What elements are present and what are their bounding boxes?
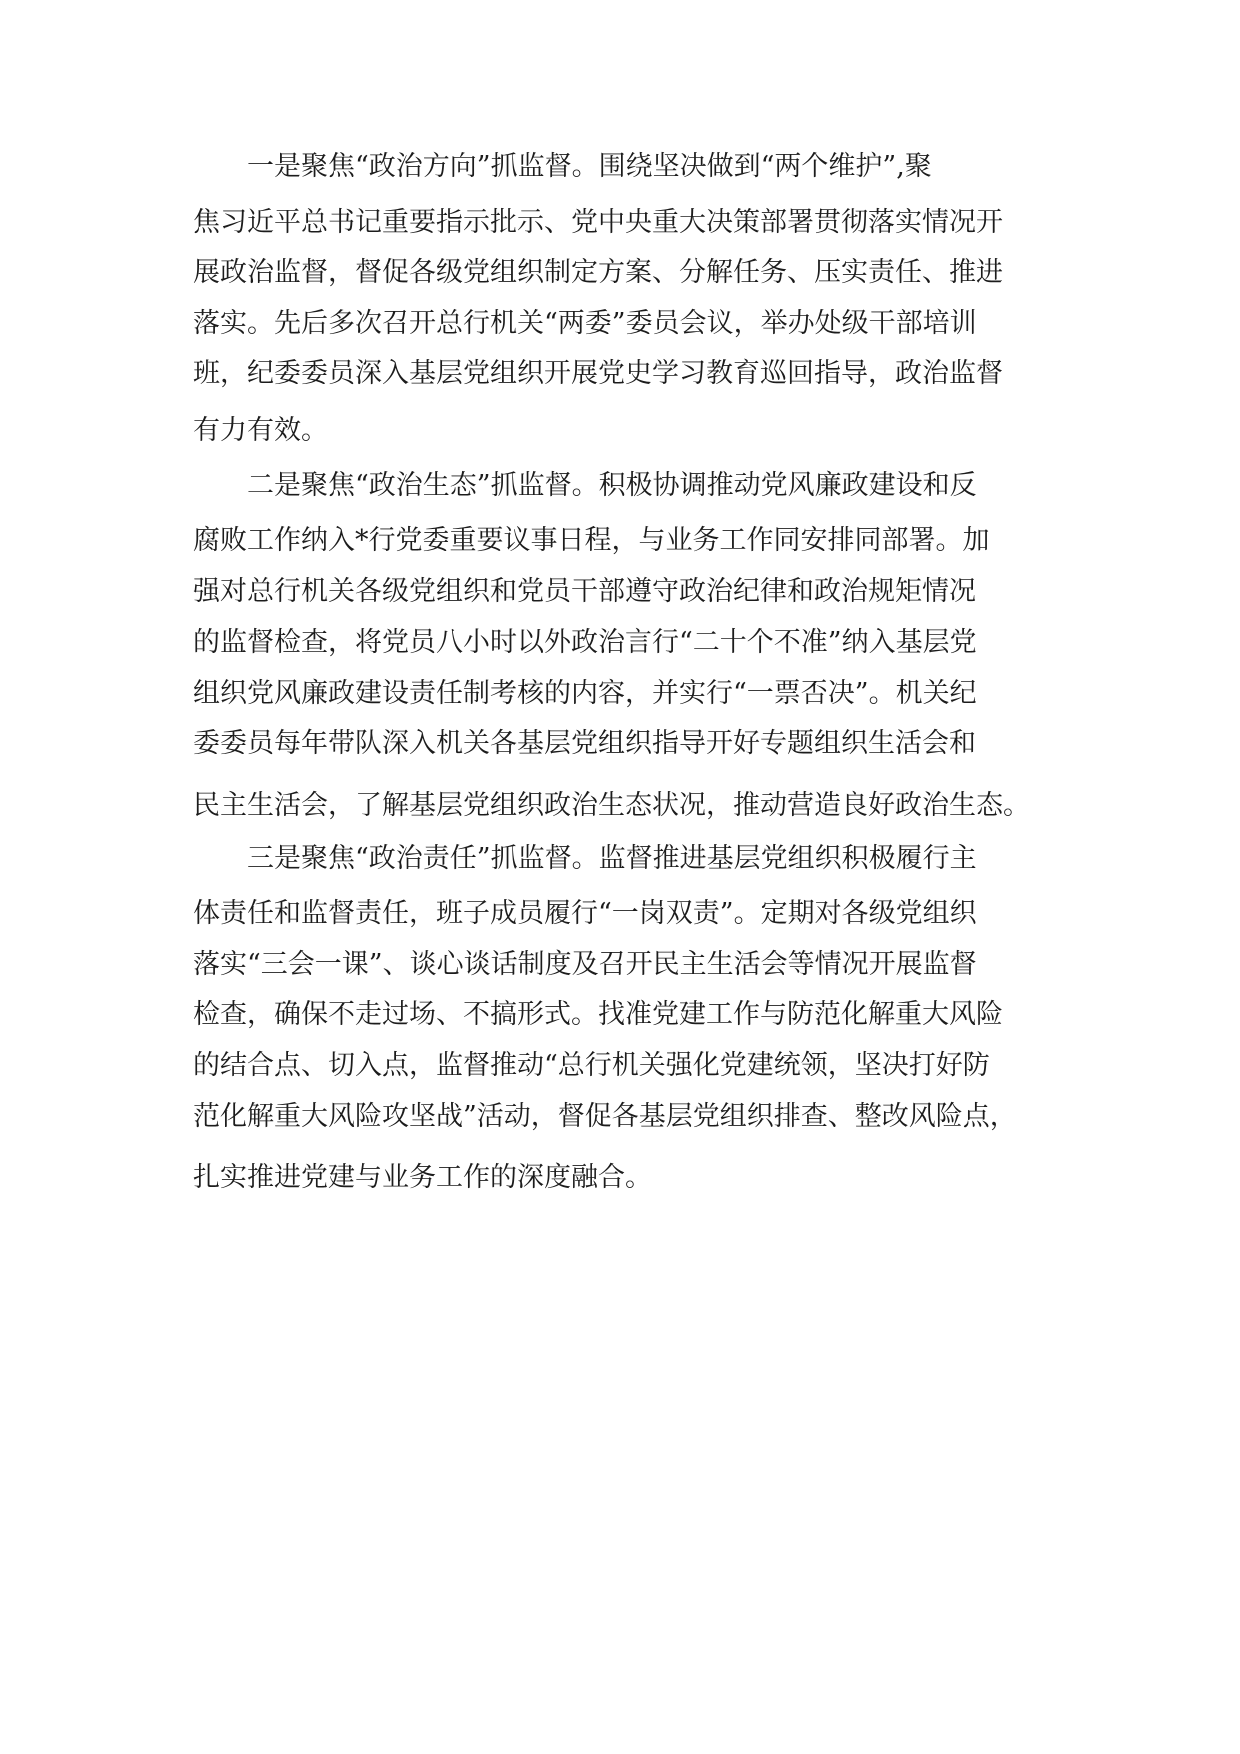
text-line: 落实“三会一课”、谈心谈话制度及召开民主生活会等情况开展监督: [193, 949, 977, 980]
text-line: 民主生活会，了解基层党组织政治生态状况，推动营造良好政治生态。: [193, 790, 1030, 821]
text-line: 强对总行机关各级党组织和党员干部遵守政治纪律和政治规矩情况: [193, 576, 976, 607]
text-line: 一是聚焦“政治方向”抓监督。围绕坚决做到“两个维护”,聚: [247, 151, 932, 182]
text-line: 焦习近平总书记重要指示批示、党中央重大决策部署贯彻落实情况开: [193, 207, 1003, 238]
text-line: 有力有效。: [193, 415, 328, 446]
text-line: 三是聚焦“政治责任”抓监督。监督推进基层党组织积极履行主: [247, 843, 977, 874]
text-line: 组织党风廉政建设责任制考核的内容，并实行“一票否决”。机关纪: [193, 678, 977, 709]
text-line: 检查，确保不走过场、不搞形式。找准党建工作与防范化解重大风险: [193, 999, 1003, 1030]
text-line: 的结合点、切入点，监督推动“总行机关强化党建统领，坚决打好防: [193, 1050, 990, 1081]
text-line: 二是聚焦“政治生态”抓监督。积极协调推动党风廉政建设和反: [247, 470, 977, 501]
text-line: 扎实推进党建与业务工作的深度融合。: [193, 1162, 652, 1193]
text-line: 落实。先后多次召开总行机关“两委”委员会议，举办处级干部培训: [193, 308, 977, 339]
text-line: 委委员每年带队深入机关各基层党组织指导开好专题组织生活会和: [193, 728, 976, 759]
text-line: 的监督检查，将党员八小时以外政治言行“二十个不准”纳入基层党: [193, 627, 977, 658]
text-line: 班，纪委委员深入基层党组织开展党史学习教育巡回指导，政治监督: [193, 358, 1003, 389]
text-line: 范化解重大风险攻坚战”活动，督促各基层党组织排查、整改风险点，: [193, 1101, 1017, 1132]
text-line: 腐败工作纳入*行党委重要议事日程，与业务工作同安排同部署。加: [193, 525, 990, 556]
text-line: 体责任和监督责任，班子成员履行“一岗双责”。定期对各级党组织: [193, 898, 977, 929]
text-line: 展政治监督，督促各级党组织制定方案、分解任务、压实责任、推进: [193, 257, 1003, 288]
